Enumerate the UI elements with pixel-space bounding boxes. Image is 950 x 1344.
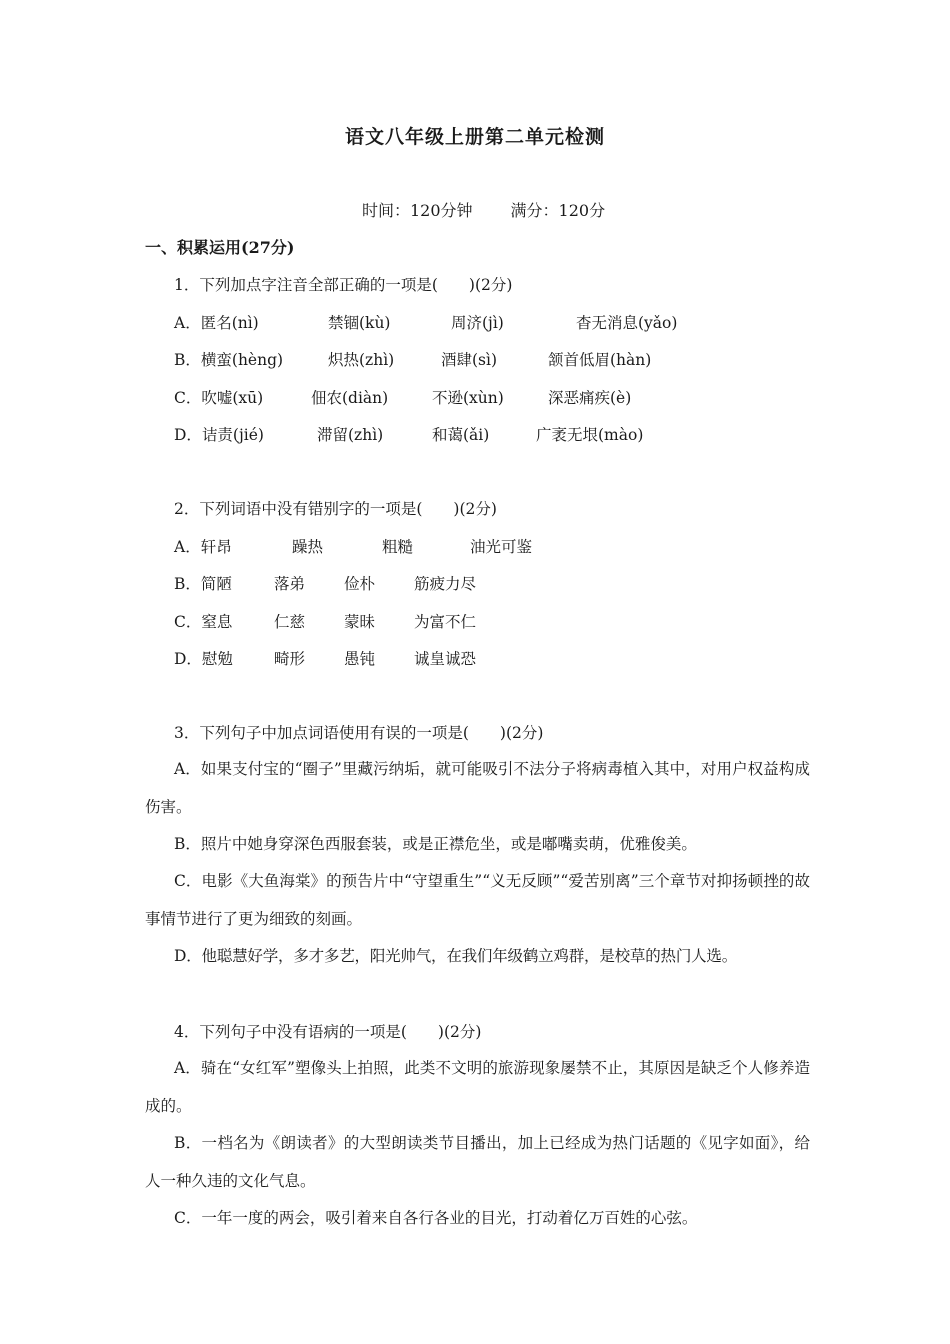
option-cell: D．诘责(jié)	[174, 426, 264, 444]
option-cell: 和蔼(ǎi)	[432, 426, 490, 444]
option-cell: 滞留(zhì)	[317, 426, 384, 444]
option-cell: D．慰勉	[174, 650, 233, 668]
option-cell: 粗糙	[382, 538, 414, 556]
option-cell: 落弟	[274, 575, 306, 593]
option-cell: A．匿名(nì)	[174, 314, 259, 332]
option-cell: 愚钝	[344, 650, 376, 668]
option-cell: 不逊(xùn)	[432, 389, 504, 407]
question-4-option-b: B．一档名为《朗读者》的大型朗读类节目播出，加上已经成为热门话题的《见字如面》，给人一种久违的文化气息。	[145, 1134, 810, 1190]
option-cell: 蒙昧	[344, 613, 376, 631]
option-cell: B．横蛮(hèng)	[174, 351, 284, 369]
option-cell: 炽热(zhì)	[328, 351, 395, 369]
question-4-stem: 4．下列句子中没有语病的一项是( )(2分)	[174, 1023, 482, 1041]
option-cell: 畸形	[274, 650, 306, 668]
option-cell: 诚皇诚恐	[414, 650, 477, 668]
option-cell: A．轩昂	[174, 538, 232, 556]
option-cell: 油光可鉴	[470, 538, 533, 556]
option-cell: 杳无消息(yǎo)	[576, 314, 678, 332]
question-1-stem: 1．下列加点字注音全部正确的一项是( )(2分)	[174, 276, 513, 294]
question-3-option-c: C．电影《大鱼海棠》的预告片中“守望重生”“义无反顾”“爱苦别离”三个章节对抑扬顿挫的故事情节进行了更为细致的刻画。	[145, 872, 810, 928]
option-cell: 筋疲力尽	[414, 575, 477, 593]
option-cell: 为富不仁	[414, 613, 477, 631]
question-4-option-a: A．骑在“女红军”塑像头上拍照，此类不文明的旅游现象屡禁不止，其原因是缺乏个人修养造成的。	[145, 1059, 810, 1115]
question-3-option-b: B．照片中她身穿深色西服套装，或是正襟危坐，或是嘟嘴卖萌，优雅俊美。	[174, 835, 697, 853]
option-cell: 俭朴	[344, 575, 376, 593]
option-cell: B．简陋	[174, 575, 232, 593]
question-3-stem: 3．下列句子中加点词语使用有误的一项是( )(2分)	[174, 724, 544, 742]
question-3-option-d: D．他聪慧好学，多才多艺，阳光帅气，在我们年级鹤立鸡群，是校草的热门人选。	[174, 947, 738, 965]
question-2-stem: 2．下列词语中没有错别字的一项是( )(2分)	[174, 500, 497, 518]
exam-score: 满分：120分	[510, 201, 606, 220]
page-title: 语文八年级上册第二单元检测	[344, 126, 605, 148]
exam-meta	[362, 198, 605, 221]
section-heading: 一、积累运用(27分)	[145, 238, 295, 257]
option-cell: 酒肆(sì)	[441, 351, 498, 369]
option-cell: 颔首低眉(hàn)	[548, 351, 652, 369]
question-3-option-a: A．如果支付宝的“圈子”里藏污纳垢，就可能吸引不法分子将病毒植入其中，对用户权益构成伤害。	[145, 760, 810, 816]
option-cell: C．窒息	[174, 613, 233, 631]
option-cell: 禁锢(kù)	[328, 314, 391, 332]
option-cell: C．吹嘘(xū)	[174, 389, 264, 407]
option-cell: 深恶痛疾(è)	[548, 389, 632, 407]
question-4-option-c: C．一年一度的两会，吸引着来自各行各业的目光，打动着亿万百姓的心弦。	[174, 1209, 698, 1227]
option-cell: 广袤无垠(mào)	[536, 426, 644, 444]
option-cell: 周济(jì)	[451, 314, 504, 332]
option-cell: 仁慈	[274, 613, 306, 631]
option-cell: 躁热	[292, 538, 324, 556]
option-cell: 佃农(diàn)	[311, 389, 389, 407]
exam-time: 时间：120分钟	[362, 201, 473, 220]
